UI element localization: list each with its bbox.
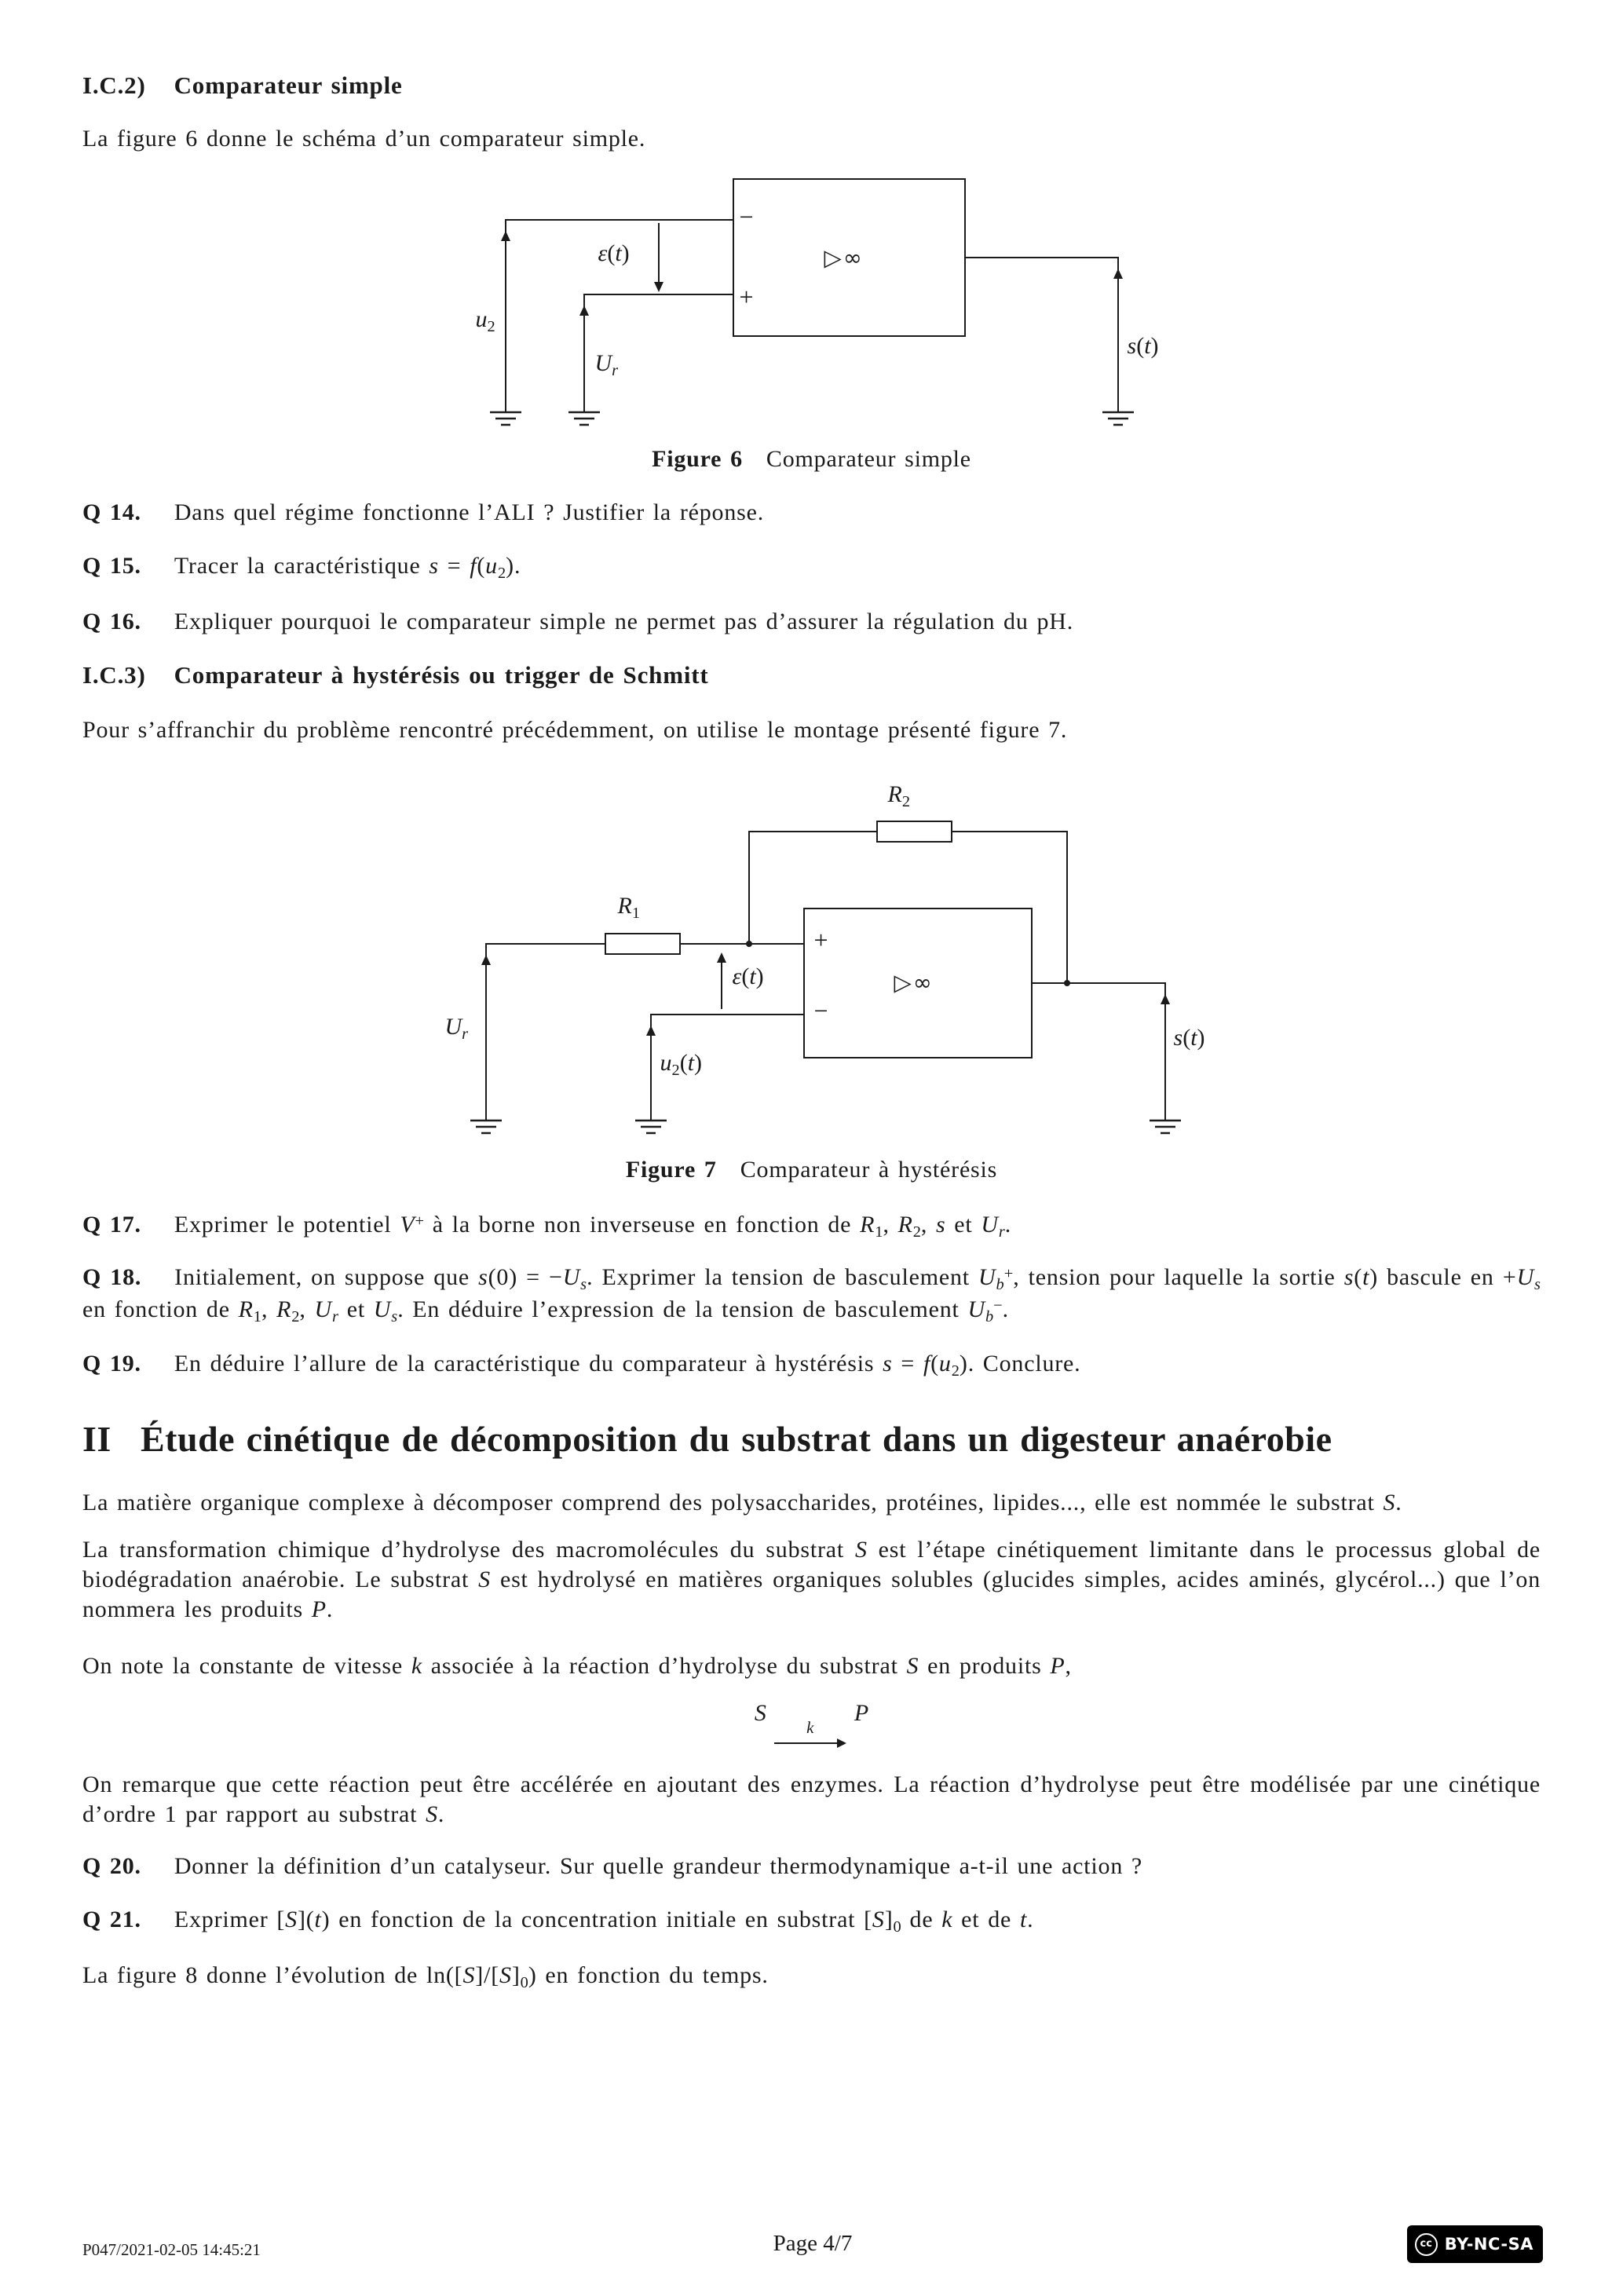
question-15-label: Q 15. [82,553,141,579]
wire-output [965,258,1118,412]
paragraph-vitesse: On note la constante de vitesse k associée à la réaction d’hydrolyse du substrat S en produits P, [82,1653,1072,1679]
u2t-label: u2(t) [660,1050,703,1079]
ground-symbol-output [1150,1121,1181,1133]
st-arrowhead [1113,269,1123,279]
section-ii-heading [82,1417,1541,1461]
question-17-text: Exprimer le potentiel V+ à la borne non inverseuse en fonction de R1, R2, s et Ur. [174,1212,1012,1241]
st-label: s(t) [1127,333,1159,359]
heading-ic3-title: Comparateur à hystérésis ou trigger de Schmitt [174,661,709,689]
question-20-text: Donner la définition d’un catalyseur. Sur quelle grandeur thermodynamique a-t-il une action ? [174,1853,1143,1880]
question-15 [82,551,1541,583]
u2t-arrowhead [646,1026,656,1036]
u2-label: u2 [475,306,495,335]
resistor-r2 [877,821,952,842]
figure6-caption-text: Comparateur simple [766,446,971,472]
question-19-text: En déduire l’allure de la caractéristique du comparateur à hystérésis s = f(u2). Conclure. [174,1351,1081,1380]
ur-arrowhead [579,305,589,316]
resistor-r1 [605,934,680,954]
question-18 [82,1263,1541,1327]
figure6-caption-label: Figure 6 [652,446,743,472]
question-21-text: Exprimer [S](t) en fonction de la concentration initiale en substrat [S]0 de k et de t. [174,1907,1034,1936]
opamp-minus-sign: − [739,203,754,231]
u2-arrowhead [501,231,510,241]
opamp-plus-sign: + [813,926,828,954]
figure6-schematic [474,173,1150,432]
reaction-product: P [854,1700,869,1726]
question-14-label: Q 14. [82,499,141,525]
page-footer [82,2225,1543,2261]
figure6-circuit [474,173,1159,432]
document-stamp: P047/2021-02-05 14:45:21 [82,2240,261,2259]
paragraph-intro-fig6: La figure 6 donne le schéma d’un comparateur simple. [82,126,646,152]
paragraph-fig8: La figure 8 donne l’évolution de ln([S]/[S]0) en fonction du temps. [82,1962,769,1991]
ur-arrowhead [481,955,491,965]
figure6-caption [82,444,1541,474]
section-ii-title: Étude cinétique de décomposition du substrat dans un digesteur anaérobie [141,1419,1332,1459]
wire-output [1032,983,1165,1121]
figure7-caption-label: Figure 7 [625,1157,717,1183]
paragraph-hydrolyse: La transformation chimique d’hydrolyse des macromolécules du substrat S est l’étape cinétiquement limitante dans le processus global de biodégradation anaérobie. Le substrat S est hydrolysé en matières organiques solubles (glucides simples, acides aminés, glycérol...) que l’on nommera les produits P. [82,1537,1541,1622]
question-17-label: Q 17. [82,1212,141,1238]
epsilon-arrowhead [717,952,726,963]
reaction-substrate: S [754,1700,766,1726]
opamp-plus-sign: + [739,283,754,311]
question-21-label: Q 21. [82,1907,141,1933]
question-14 [82,498,1541,528]
question-20 [82,1852,1541,1881]
question-19 [82,1349,1541,1381]
question-20-label: Q 20. [82,1853,141,1880]
cc-icon: cc [1415,2233,1438,2256]
opamp-infinity-symbol: ▷∞ [824,244,864,271]
ur-label: Ur [444,1014,469,1043]
section-ii-number: II [82,1419,111,1459]
ur-label: Ur [594,350,619,379]
question-14-text: Dans quel régime fonctionne l’ALI ? Justifier la réponse. [174,499,765,525]
r1-label: R1 [617,893,641,922]
heading-ic2 [82,71,1541,101]
epsilon-label: ε(t) [732,963,764,989]
rate-constant-label: k [806,1718,814,1737]
heading-ic3-number: I.C.3) [82,661,146,689]
heading-ic2-number: I.C.2) [82,71,146,99]
ground-symbol-ur [568,412,600,425]
junction-dot-output [1064,980,1070,986]
ground-symbol-u2 [490,412,521,425]
question-21 [82,1905,1541,1937]
paragraph-intro-fig7: Pour s’affranchir du problème rencontré précédemment, on utilise le montage présenté figure 7. [82,717,1068,743]
wire-ur-to-r1 [486,944,605,1121]
junction-dot-plus [746,941,752,947]
question-18-label: Q 18. [82,1264,142,1290]
page-number: Page 4/7 [773,2231,853,2256]
epsilon-arrowhead [654,282,663,292]
figure7-schematic [439,767,1185,1144]
ground-symbol-ur [470,1121,502,1133]
figure7-caption-text: Comparateur à hystérésis [740,1157,998,1183]
opamp-minus-sign: − [813,996,828,1025]
st-arrowhead [1161,994,1170,1004]
st-label: s(t) [1173,1025,1205,1051]
cc-license-label: BY-NC-SA [1444,2235,1533,2254]
question-16-text: Expliquer pourquoi le comparateur simple ne permet pas d’assurer la régulation du pH. [174,609,1074,634]
question-17 [82,1210,1541,1242]
reaction-arrow [774,1719,846,1749]
cc-license-badge [1407,2225,1543,2263]
opamp-infinity-symbol: ▷∞ [894,969,934,996]
question-16 [82,607,1541,637]
ground-symbol-output [1102,412,1134,425]
reaction-equation [82,1698,1541,1749]
right-arrow-icon [774,1737,846,1749]
heading-ic2-title: Comparateur simple [174,71,403,99]
paragraph-substrat: La matière organique complexe à décomposer comprend des polysaccharides, protéines, lipides..., elle est nommée le substrat S. [82,1490,1402,1515]
question-16-label: Q 16. [82,609,141,634]
r2-label: R2 [887,781,911,810]
question-19-label: Q 19. [82,1351,141,1377]
heading-ic3 [82,660,1541,690]
ground-symbol-u2 [635,1121,667,1133]
epsilon-label: ε(t) [598,240,630,266]
figure7-circuit [439,767,1205,1144]
paragraph-enzymes: On remarque que cette réaction peut être accélérée en ajoutant des enzymes. La réaction d’hydrolyse peut être modélisée par une cinétique d’ordre 1 par rapport au substrat S. [82,1771,1541,1828]
question-18-text: Initialement, on suppose que s(0) = −Us. Exprimer la tension de basculement Ub+, tension pour laquelle la sortie s(t) bascule en +Us en fonction de R1, R2, Ur et Us. En déduire l’expression de la tension de basculement Ub−. [82,1264,1541,1325]
question-15-text: Tracer la caractéristique s = f(u2). [174,553,521,582]
figure7-caption [82,1155,1541,1185]
